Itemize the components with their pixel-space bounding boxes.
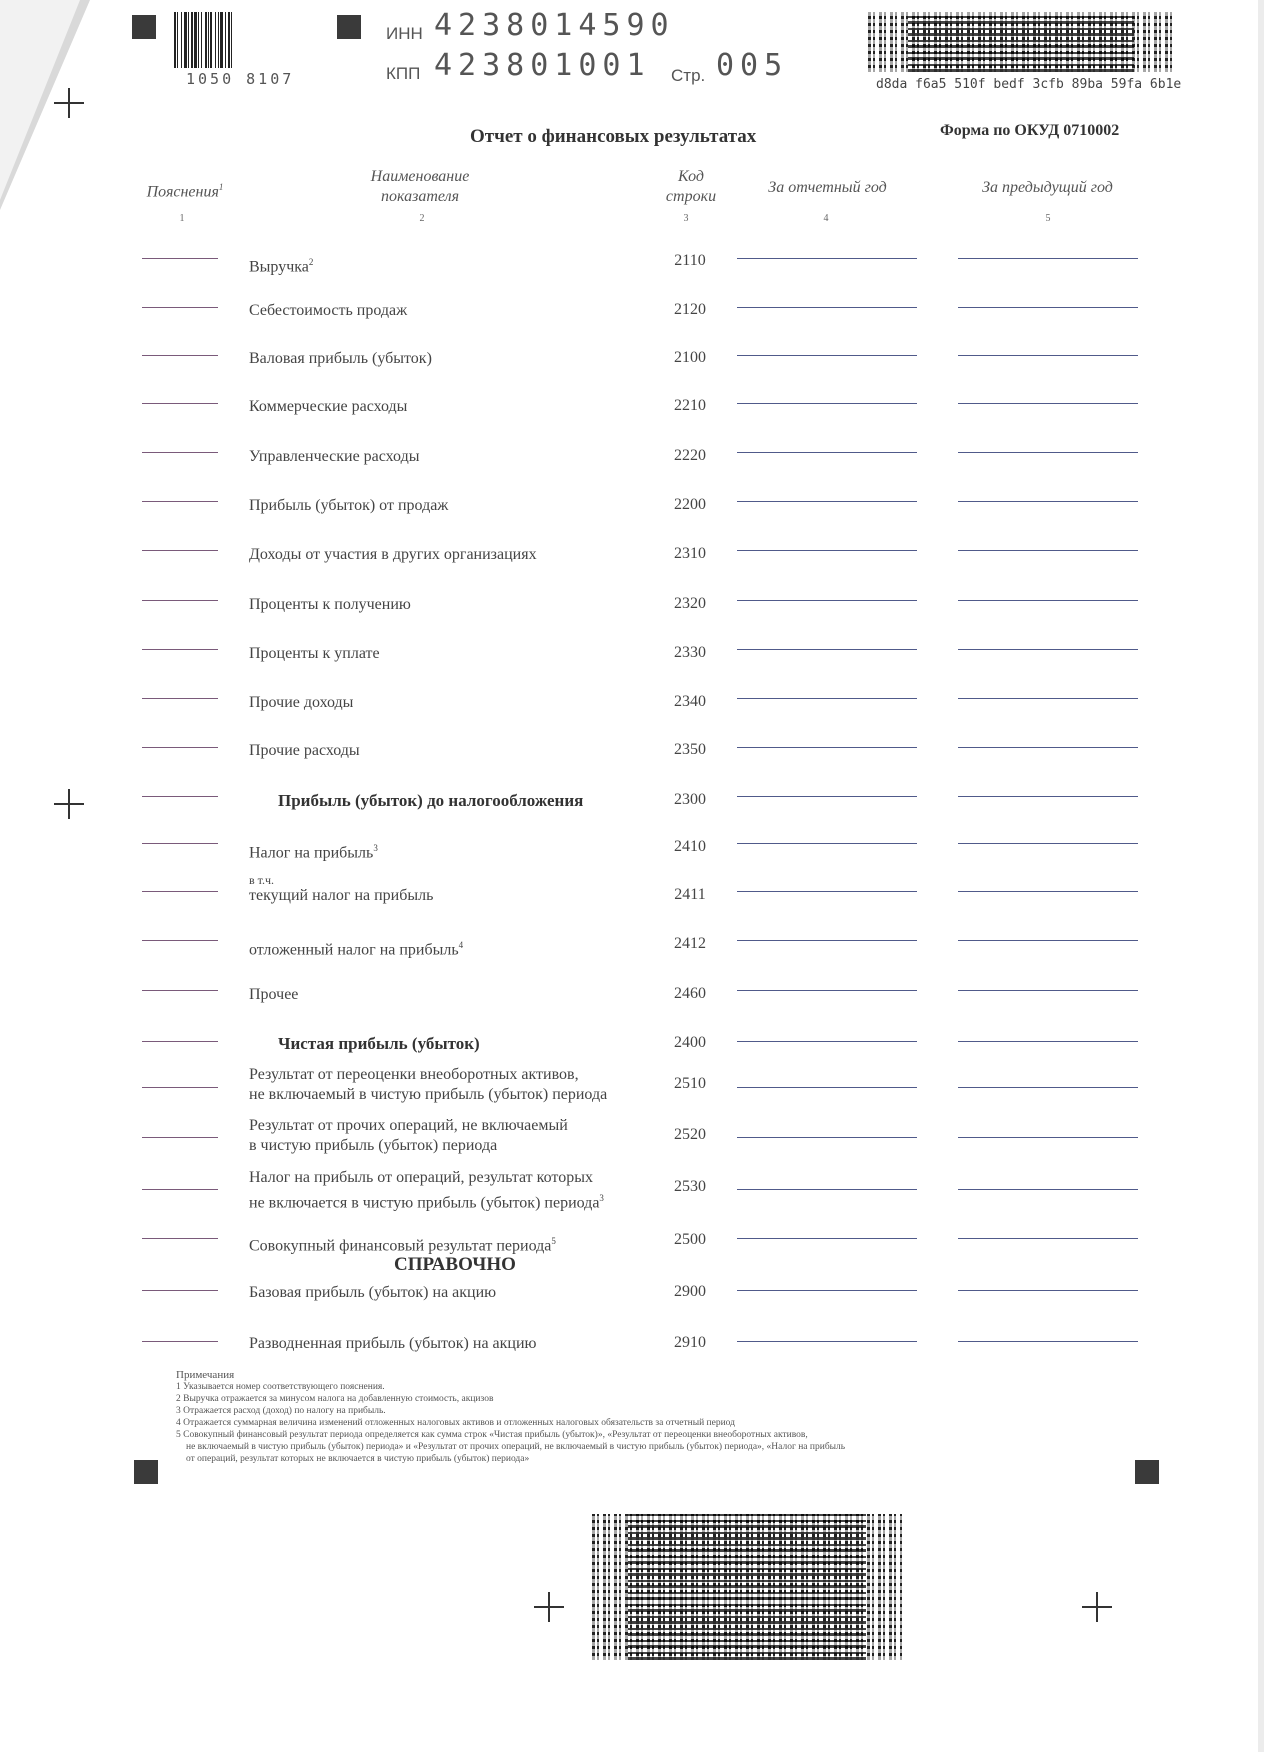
footnote-5: 5 Совокупный финансовый результат периода определяется как сумма строк «Чистая прибыль (убыток)», «Результат от переоценки внеоборотных активов, bbox=[176, 1430, 808, 1440]
notes-line-2412 bbox=[142, 940, 218, 941]
form-title: Отчет о финансовых результатах bbox=[470, 126, 757, 147]
previous-year-field-2210[interactable] bbox=[958, 403, 1138, 404]
footnotes bbox=[176, 1369, 1106, 1465]
registration-cross-bottom-left bbox=[534, 1592, 564, 1622]
kpp-label: КПП bbox=[386, 64, 421, 83]
document-hash: d8da f6a5 510f bedf 3cfb 89ba 59fa 6b1e bbox=[876, 77, 1182, 92]
row-name-2910: Разводненная прибыль (убыток) на акцию bbox=[249, 1335, 537, 1352]
registration-cross-bottom-right bbox=[1082, 1592, 1112, 1622]
row-code-2210: 2210 bbox=[674, 397, 706, 414]
registration-square-top-left bbox=[132, 15, 156, 39]
reference-heading: СПРАВОЧНО bbox=[394, 1254, 516, 1275]
column-header-notes: Пояснения$^1$ bbox=[146, 182, 224, 201]
reporting-year-field-2330[interactable] bbox=[737, 649, 917, 650]
notes-line-2910 bbox=[142, 1341, 218, 1342]
footnotes-title: Примечания bbox=[176, 1369, 235, 1381]
previous-year-field-2910[interactable] bbox=[958, 1341, 1138, 1342]
barcode-number: 1050 8107 bbox=[186, 70, 295, 88]
column-header-reporting-year: За отчетный год bbox=[768, 179, 887, 196]
linear-barcode bbox=[174, 12, 235, 68]
row-code-2510: 2510 bbox=[674, 1075, 706, 1092]
reporting-year-field-2320[interactable] bbox=[737, 600, 917, 601]
row-code-2411: 2411 bbox=[674, 886, 706, 903]
row-name-2400: Чистая прибыль (убыток) bbox=[278, 1034, 480, 1053]
column-number-1: 1 bbox=[179, 213, 185, 224]
notes-line-2100 bbox=[142, 355, 218, 356]
previous-year-field-2330[interactable] bbox=[958, 649, 1138, 650]
row-code-2910: 2910 bbox=[674, 1334, 706, 1351]
registration-square-bottom-left bbox=[134, 1460, 158, 1484]
column-header-indicator: Наименование показателя bbox=[370, 168, 470, 205]
previous-year-field-2530[interactable] bbox=[958, 1189, 1138, 1190]
previous-year-field-2410[interactable] bbox=[958, 843, 1138, 844]
row-code-2412: 2412 bbox=[674, 935, 706, 952]
row-code-2110: 2110 bbox=[674, 252, 706, 269]
pdf417-barcode-bottom bbox=[592, 1514, 902, 1660]
reporting-year-field-2530[interactable] bbox=[737, 1189, 917, 1190]
row-code-2340: 2340 bbox=[674, 693, 706, 710]
previous-year-field-2411[interactable] bbox=[958, 891, 1138, 892]
notes-line-2200 bbox=[142, 501, 218, 502]
previous-year-field-2340[interactable] bbox=[958, 698, 1138, 699]
page-label: Стр. bbox=[671, 66, 706, 85]
row-code-2100: 2100 bbox=[674, 349, 706, 366]
row-name-2412: отложенный налог на прибыль$^4$ bbox=[249, 940, 464, 959]
previous-year-field-2400[interactable] bbox=[958, 1041, 1138, 1042]
notes-line-2300 bbox=[142, 796, 218, 797]
reporting-year-field-2110[interactable] bbox=[737, 258, 917, 259]
row-code-2220: 2220 bbox=[674, 447, 706, 464]
row-code-2320: 2320 bbox=[674, 595, 706, 612]
notes-line-2350 bbox=[142, 747, 218, 748]
reporting-year-field-2120[interactable] bbox=[737, 307, 917, 308]
row-code-2200: 2200 bbox=[674, 496, 706, 513]
row-name-2310: Доходы от участия в других организациях bbox=[249, 546, 537, 563]
notes-line-2510 bbox=[142, 1087, 218, 1088]
reporting-year-field-2310[interactable] bbox=[737, 550, 917, 551]
row-name-2220: Управленческие расходы bbox=[249, 448, 420, 465]
notes-line-2340 bbox=[142, 698, 218, 699]
previous-year-field-2110[interactable] bbox=[958, 258, 1138, 259]
reporting-year-field-2400[interactable] bbox=[737, 1041, 917, 1042]
previous-year-field-2220[interactable] bbox=[958, 452, 1138, 453]
row-code-2520: 2520 bbox=[674, 1126, 706, 1143]
footnote-3: 3 Отражается расход (доход) по налогу на прибыль. bbox=[176, 1406, 386, 1416]
reporting-year-field-2460[interactable] bbox=[737, 990, 917, 991]
previous-year-field-2900[interactable] bbox=[958, 1290, 1138, 1291]
reporting-year-field-2220[interactable] bbox=[737, 452, 917, 453]
column-number-4: 4 bbox=[823, 213, 829, 224]
notes-line-2330 bbox=[142, 649, 218, 650]
reporting-year-field-2210[interactable] bbox=[737, 403, 917, 404]
row-name-2411: в т.ч. текущий налог на прибыль bbox=[249, 873, 434, 904]
previous-year-field-2350[interactable] bbox=[958, 747, 1138, 748]
reporting-year-field-2411[interactable] bbox=[737, 891, 917, 892]
row-name-2300: Прибыль (убыток) до налогообложения bbox=[278, 791, 584, 810]
row-code-2300: 2300 bbox=[674, 791, 706, 808]
row-code-2400: 2400 bbox=[674, 1034, 706, 1051]
reporting-year-field-2100[interactable] bbox=[737, 355, 917, 356]
previous-year-field-2120[interactable] bbox=[958, 307, 1138, 308]
previous-year-field-2510[interactable] bbox=[958, 1087, 1138, 1088]
column-header-code: Код строки bbox=[665, 168, 717, 205]
row-name-2900: Базовая прибыль (убыток) на акцию bbox=[249, 1284, 497, 1301]
notes-line-2411 bbox=[142, 891, 218, 892]
row-name-2350: Прочие расходы bbox=[249, 742, 360, 759]
row-code-2120: 2120 bbox=[674, 301, 706, 318]
previous-year-field-2500[interactable] bbox=[958, 1238, 1138, 1239]
previous-year-field-2320[interactable] bbox=[958, 600, 1138, 601]
reporting-year-field-2200[interactable] bbox=[737, 501, 917, 502]
page-edge-shadow bbox=[1258, 0, 1264, 1752]
previous-year-field-2460[interactable] bbox=[958, 990, 1138, 991]
row-code-2530: 2530 bbox=[674, 1178, 706, 1195]
reporting-year-field-2910[interactable] bbox=[737, 1341, 917, 1342]
row-code-2410: 2410 bbox=[674, 838, 706, 855]
footnote-5-cont-2: от операций, результат которых не включается в чистую прибыль (убыток) периода» bbox=[186, 1454, 530, 1464]
previous-year-field-2200[interactable] bbox=[958, 501, 1138, 502]
registration-square-top-mid bbox=[337, 15, 361, 39]
reporting-year-field-2350[interactable] bbox=[737, 747, 917, 748]
row-name-2320: Проценты к получению bbox=[249, 596, 411, 613]
row-name-2110: Выручка$^2$ bbox=[249, 257, 314, 276]
notes-line-2900 bbox=[142, 1290, 218, 1291]
inn-label: ИНН bbox=[386, 24, 423, 43]
column-number-5: 5 bbox=[1045, 213, 1051, 224]
reporting-year-field-2520[interactable] bbox=[737, 1137, 917, 1138]
row-name-2530: Налог на прибыль от операций, результат которых не включается в чистую прибыль (убыток) периода$^3$ bbox=[249, 1169, 604, 1212]
notes-line-2120 bbox=[142, 307, 218, 308]
reporting-year-field-2900[interactable] bbox=[737, 1290, 917, 1291]
notes-line-2530 bbox=[142, 1189, 218, 1190]
row-name-2510: Результат от переоценки внеоборотных активов, не включаемый в чистую прибыль (убыток) периода bbox=[249, 1066, 608, 1103]
notes-line-2500 bbox=[142, 1238, 218, 1239]
column-header-previous-year: За предыдущий год bbox=[982, 179, 1113, 196]
pdf417-barcode-top bbox=[868, 12, 1174, 72]
footnote-1: 1 Указывается номер соответствующего пояснения. bbox=[176, 1382, 385, 1392]
footnote-5-cont-1: не включаемый в чистую прибыль (убыток) периода» и «Результат от прочих операций, не включаемый в чистую прибыль (убыток) периода», «Налог на прибыль bbox=[186, 1442, 846, 1452]
column-number-2: 2 bbox=[419, 213, 425, 224]
notes-line-2310 bbox=[142, 550, 218, 551]
row-name-2460: Прочее bbox=[249, 986, 299, 1003]
previous-year-field-2520[interactable] bbox=[958, 1137, 1138, 1138]
reporting-year-field-2410[interactable] bbox=[737, 843, 917, 844]
reporting-year-field-2500[interactable] bbox=[737, 1238, 917, 1239]
okud-code: Форма по ОКУД 0710002 bbox=[940, 122, 1120, 139]
reporting-year-field-2412[interactable] bbox=[737, 940, 917, 941]
registration-square-bottom-right bbox=[1135, 1460, 1159, 1484]
registration-cross-top-left bbox=[54, 88, 84, 118]
column-number-3: 3 bbox=[683, 213, 689, 224]
notes-line-2210 bbox=[142, 403, 218, 404]
row-name-2100: Валовая прибыль (убыток) bbox=[249, 350, 432, 367]
row-code-2330: 2330 bbox=[674, 644, 706, 661]
previous-year-field-2300[interactable] bbox=[958, 796, 1138, 797]
footnote-2: 2 Выручка отражается за минусом налога на добавленную стоимость, акцизов bbox=[176, 1394, 494, 1404]
row-code-2460: 2460 bbox=[674, 985, 706, 1002]
registration-cross-middle-left bbox=[54, 789, 84, 819]
row-name-2330: Проценты к уплате bbox=[249, 645, 380, 662]
inn-value: 4238014590 bbox=[434, 8, 675, 43]
row-name-2410: Налог на прибыль$^3$ bbox=[249, 843, 378, 862]
row-name-2200: Прибыль (убыток) от продаж bbox=[249, 497, 449, 514]
previous-year-field-2100[interactable] bbox=[958, 355, 1138, 356]
row-name-2120: Себестоимость продаж bbox=[249, 302, 408, 319]
notes-line-2410 bbox=[142, 843, 218, 844]
row-name-2210: Коммерческие расходы bbox=[249, 398, 408, 415]
notes-line-2400 bbox=[142, 1041, 218, 1042]
row-name-2340: Прочие доходы bbox=[249, 694, 354, 711]
notes-line-2320 bbox=[142, 600, 218, 601]
reporting-year-field-2510[interactable] bbox=[737, 1087, 917, 1088]
previous-year-field-2412[interactable] bbox=[958, 940, 1138, 941]
kpp-value: 423801001 bbox=[434, 48, 651, 83]
reporting-year-field-2300[interactable] bbox=[737, 796, 917, 797]
row-code-2500: 2500 bbox=[674, 1231, 706, 1248]
notes-line-2110 bbox=[142, 258, 218, 259]
row-code-2350: 2350 bbox=[674, 741, 706, 758]
row-prefix-2411: в т.ч. bbox=[249, 873, 275, 887]
row-name-2500: Совокупный финансовый результат периода$^5$ bbox=[249, 1236, 556, 1255]
row-code-2900: 2900 bbox=[674, 1283, 706, 1300]
previous-year-field-2310[interactable] bbox=[958, 550, 1138, 551]
footnote-4: 4 Отражается суммарная величина изменений отложенных налоговых активов и отложенных налоговых обязательств за отчетный период bbox=[176, 1418, 735, 1428]
page-number: 005 bbox=[716, 48, 789, 83]
row-name-2520: Результат от прочих операций, не включаемый в чистую прибыль (убыток) периода bbox=[249, 1117, 568, 1154]
notes-line-2520 bbox=[142, 1137, 218, 1138]
notes-line-2460 bbox=[142, 990, 218, 991]
reporting-year-field-2340[interactable] bbox=[737, 698, 917, 699]
notes-line-2220 bbox=[142, 452, 218, 453]
row-code-2310: 2310 bbox=[674, 545, 706, 562]
